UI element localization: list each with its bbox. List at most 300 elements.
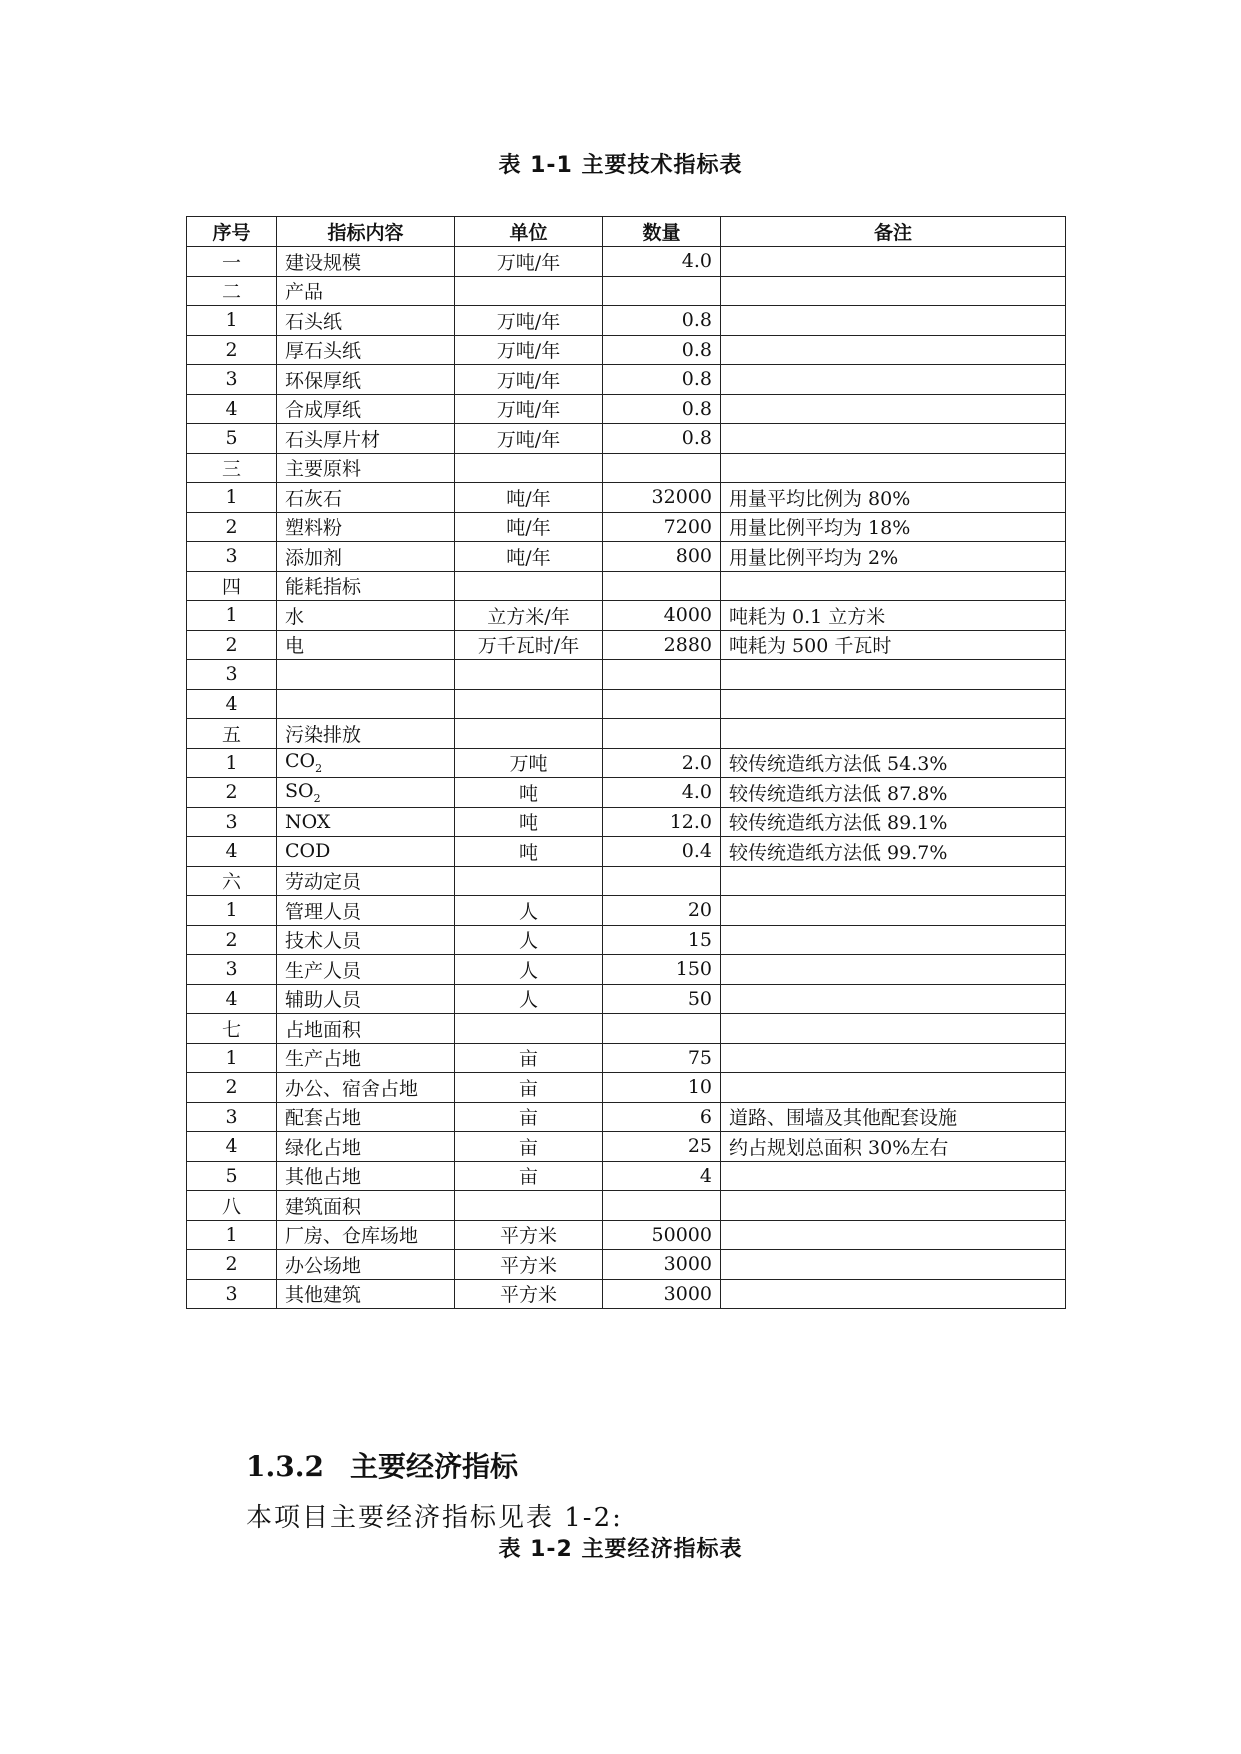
cell-quantity-text: 3000 (663, 1253, 712, 1276)
cell-quantity (603, 778, 721, 808)
cell-seq-text: 3 (225, 958, 238, 981)
cell-indicator-text: SO (285, 779, 314, 802)
cell-remarks (721, 925, 1066, 955)
table-row (187, 660, 1066, 690)
cell-indicator-text: 其他占地 (285, 1166, 362, 1189)
cell-remarks-text: 用量比例平均为 18% (729, 517, 911, 540)
cell-seq-text: 2 (225, 928, 238, 951)
cell-seq-text: 4 (225, 1135, 238, 1158)
cell-seq (187, 984, 277, 1014)
cell-seq (187, 955, 277, 985)
table-1-title: 表 1-1 主要技术指标表 (498, 153, 743, 178)
table-row (187, 601, 1066, 631)
cell-remarks-text: 吨耗为 500 千瓦时 (729, 635, 892, 658)
cell-seq-text: 五 (221, 723, 241, 746)
cell-quantity-text: 15 (687, 928, 712, 951)
cell-seq (187, 925, 277, 955)
cell-quantity-text: 25 (687, 1135, 712, 1158)
cell-unit (455, 630, 603, 660)
cell-unit-text: 亩 (518, 1166, 538, 1189)
table-row (187, 1043, 1066, 1073)
cell-remarks (721, 778, 1066, 808)
cell-unit (455, 453, 603, 483)
cell-seq (187, 837, 277, 867)
cell-seq (187, 1102, 277, 1132)
cell-seq-text: 2 (225, 515, 238, 538)
cell-quantity (603, 689, 721, 719)
cell-indicator-text: 合成厚纸 (285, 399, 362, 422)
cell-unit-text: 亩 (518, 1077, 538, 1100)
cell-seq (187, 424, 277, 454)
cell-unit (455, 837, 603, 867)
cell-seq-text: 3 (225, 1105, 238, 1128)
cell-remarks (721, 807, 1066, 837)
cell-unit (455, 748, 603, 778)
cell-quantity (603, 1250, 721, 1280)
table-row (187, 1014, 1066, 1044)
cell-unit-text: 人 (518, 989, 538, 1012)
cell-quantity (603, 630, 721, 660)
cell-unit-text: 万吨/年 (496, 251, 561, 274)
table-row (187, 778, 1066, 808)
cell-indicator (277, 1250, 455, 1280)
cell-indicator-text: 石灰石 (285, 487, 343, 510)
cell-quantity (603, 1161, 721, 1191)
cell-quantity (603, 276, 721, 306)
cell-seq-text: 2 (225, 781, 238, 804)
cell-remarks-text: 用量平均比例为 80% (729, 487, 911, 510)
table-row (187, 866, 1066, 896)
cell-indicator-text: 占地面积 (285, 1018, 362, 1041)
cell-unit (455, 778, 603, 808)
cell-seq-text: 4 (225, 692, 238, 715)
cell-remarks (721, 1279, 1066, 1309)
cell-remarks-text: 吨耗为 0.1 立方米 (729, 605, 886, 628)
table-row (187, 1279, 1066, 1309)
cell-unit (455, 1250, 603, 1280)
cell-indicator (277, 807, 455, 837)
cell-quantity (603, 424, 721, 454)
cell-indicator (277, 1132, 455, 1162)
cell-quantity-text: 4.0 (681, 250, 712, 273)
cell-unit-text: 人 (518, 900, 538, 923)
cell-indicator (277, 247, 455, 277)
cell-unit (455, 984, 603, 1014)
cell-seq (187, 1161, 277, 1191)
table-row (187, 1102, 1066, 1132)
cell-unit (455, 512, 603, 542)
cell-remarks (721, 748, 1066, 778)
cell-unit (455, 1161, 603, 1191)
cell-indicator (277, 660, 455, 690)
table-row (187, 394, 1066, 424)
cell-quantity (603, 925, 721, 955)
header-unit: 单位 (455, 217, 603, 247)
cell-unit (455, 571, 603, 601)
cell-indicator-text: 辅助人员 (285, 989, 362, 1012)
cell-remarks (721, 1043, 1066, 1073)
cell-quantity (603, 483, 721, 513)
cell-remarks-text: 约占规划总面积 30%左右 (729, 1136, 949, 1159)
cell-indicator (277, 866, 455, 896)
cell-quantity-text: 7200 (663, 515, 712, 538)
cell-quantity (603, 837, 721, 867)
header-indicator: 指标内容 (277, 217, 455, 247)
table-row (187, 1073, 1066, 1103)
cell-quantity (603, 1132, 721, 1162)
cell-remarks (721, 1014, 1066, 1044)
cell-seq (187, 306, 277, 336)
cell-seq (187, 335, 277, 365)
cell-remarks (721, 1161, 1066, 1191)
cell-unit (455, 365, 603, 395)
cell-unit (455, 601, 603, 631)
cell-indicator-text: 技术人员 (285, 930, 362, 953)
cell-seq (187, 453, 277, 483)
cell-unit (455, 1132, 603, 1162)
cell-seq-text: 二 (221, 281, 241, 304)
cell-indicator (277, 365, 455, 395)
cell-quantity-text: 0.4 (681, 840, 712, 863)
cell-seq-text: 六 (221, 871, 241, 894)
cell-quantity-text: 50 (687, 987, 712, 1010)
cell-unit-text: 人 (518, 930, 538, 953)
cell-remarks-text: 道路、围墙及其他配套设施 (729, 1107, 958, 1130)
cell-seq (187, 1220, 277, 1250)
cell-indicator-text: 主要原料 (285, 458, 362, 481)
cell-seq (187, 630, 277, 660)
cell-remarks (721, 424, 1066, 454)
cell-unit (455, 896, 603, 926)
cell-indicator (277, 306, 455, 336)
cell-quantity-text: 0.8 (681, 368, 712, 391)
cell-seq-text: 四 (221, 576, 241, 599)
cell-seq (187, 1014, 277, 1044)
table-row (187, 925, 1066, 955)
cell-remarks (721, 394, 1066, 424)
cell-unit (455, 483, 603, 513)
cell-seq-text: 4 (225, 987, 238, 1010)
table-row (187, 306, 1066, 336)
subscript: 2 (315, 762, 323, 776)
cell-quantity (603, 896, 721, 926)
cell-indicator (277, 719, 455, 749)
cell-unit (455, 247, 603, 277)
header-seq: 序号 (187, 217, 277, 247)
cell-seq-text: 2 (225, 1253, 238, 1276)
cell-indicator-text: 生产人员 (285, 959, 362, 982)
cell-quantity (603, 955, 721, 985)
table-row (187, 1132, 1066, 1162)
cell-remarks-text: 较传统造纸方法低 99.7% (729, 841, 948, 864)
cell-remarks (721, 660, 1066, 690)
cell-unit-text: 吨/年 (506, 546, 551, 569)
cell-unit-text: 亩 (518, 1107, 538, 1130)
cell-indicator-text: 厚石头纸 (285, 340, 362, 363)
cell-unit-text: 立方米/年 (487, 605, 570, 628)
cell-unit (455, 1043, 603, 1073)
cell-quantity (603, 807, 721, 837)
cell-quantity-text: 12.0 (669, 810, 712, 833)
cell-seq (187, 1279, 277, 1309)
cell-seq-text: 1 (225, 751, 238, 774)
cell-remarks (721, 483, 1066, 513)
cell-indicator-text: 办公场地 (285, 1254, 362, 1277)
cell-remarks (721, 1132, 1066, 1162)
cell-remarks (721, 247, 1066, 277)
cell-seq (187, 748, 277, 778)
cell-quantity (603, 660, 721, 690)
cell-indicator (277, 542, 455, 572)
cell-seq-text: 5 (225, 427, 238, 450)
cell-seq-text: 七 (221, 1018, 241, 1041)
cell-unit (455, 1191, 603, 1221)
cell-seq (187, 276, 277, 306)
cell-quantity (603, 1102, 721, 1132)
cell-quantity-text: 0.8 (681, 427, 712, 450)
cell-remarks (721, 365, 1066, 395)
cell-indicator-text: 环保厚纸 (285, 369, 362, 392)
cell-quantity (603, 512, 721, 542)
cell-indicator-text: 塑料粉 (285, 517, 343, 540)
cell-seq (187, 689, 277, 719)
cell-unit-text: 万吨/年 (496, 340, 561, 363)
cell-remarks (721, 453, 1066, 483)
cell-indicator (277, 630, 455, 660)
cell-quantity (603, 247, 721, 277)
cell-seq (187, 1043, 277, 1073)
cell-unit-text: 平方米 (499, 1254, 557, 1277)
cell-quantity (603, 748, 721, 778)
cell-remarks (721, 1191, 1066, 1221)
cell-unit-text: 万吨/年 (496, 310, 561, 333)
section-heading (246, 1445, 518, 1485)
cell-remarks (721, 571, 1066, 601)
cell-quantity-text: 3000 (663, 1282, 712, 1305)
table-row (187, 1191, 1066, 1221)
table-row (187, 837, 1066, 867)
cell-unit (455, 689, 603, 719)
cell-indicator (277, 1279, 455, 1309)
cell-unit (455, 1073, 603, 1103)
cell-seq (187, 1250, 277, 1280)
cell-quantity (603, 1014, 721, 1044)
table-header-row (187, 217, 1066, 247)
cell-seq (187, 866, 277, 896)
cell-indicator-text: 厂房、仓库场地 (285, 1225, 419, 1248)
cell-indicator (277, 896, 455, 926)
cell-indicator (277, 837, 455, 867)
cell-indicator-text: 管理人员 (285, 900, 362, 923)
cell-indicator (277, 1161, 455, 1191)
cell-unit (455, 1220, 603, 1250)
cell-seq-text: 3 (225, 810, 238, 833)
cell-seq (187, 247, 277, 277)
cell-seq-text: 1 (225, 1046, 238, 1069)
table-row (187, 896, 1066, 926)
cell-remarks (721, 866, 1066, 896)
cell-unit (455, 394, 603, 424)
cell-indicator (277, 1043, 455, 1073)
cell-seq (187, 601, 277, 631)
cell-seq-text: 3 (225, 663, 238, 686)
cell-indicator (277, 571, 455, 601)
cell-indicator (277, 689, 455, 719)
cell-quantity (603, 365, 721, 395)
cell-seq-text: 2 (225, 338, 238, 361)
cell-seq-text: 2 (225, 633, 238, 656)
cell-unit (455, 276, 603, 306)
cell-indicator (277, 601, 455, 631)
technical-indicators-table (186, 216, 1066, 1309)
cell-quantity (603, 601, 721, 631)
cell-quantity (603, 1191, 721, 1221)
cell-quantity-text: 4 (699, 1164, 712, 1187)
cell-seq (187, 807, 277, 837)
cell-indicator-text: 生产占地 (285, 1048, 362, 1071)
table-row (187, 630, 1066, 660)
cell-quantity-text: 4000 (663, 604, 712, 627)
cell-quantity (603, 984, 721, 1014)
cell-unit-text: 亩 (518, 1048, 538, 1071)
cell-indicator (277, 1014, 455, 1044)
cell-unit (455, 335, 603, 365)
cell-indicator-text: 其他建筑 (285, 1284, 362, 1307)
cell-seq (187, 896, 277, 926)
cell-indicator-text: 能耗指标 (285, 576, 362, 599)
cell-seq-text: 三 (221, 458, 241, 481)
cell-indicator (277, 1073, 455, 1103)
cell-remarks (721, 837, 1066, 867)
table-row (187, 689, 1066, 719)
table-row (187, 512, 1066, 542)
cell-unit (455, 866, 603, 896)
cell-quantity-text: 0.8 (681, 397, 712, 420)
cell-remarks (721, 984, 1066, 1014)
cell-indicator-text: 建设规模 (285, 251, 362, 274)
cell-quantity-text: 6 (699, 1105, 712, 1128)
cell-unit-text: 万吨/年 (496, 399, 561, 422)
cell-seq (187, 660, 277, 690)
cell-unit-text: 吨 (518, 812, 538, 835)
cell-seq (187, 1073, 277, 1103)
cell-quantity (603, 1073, 721, 1103)
cell-seq (187, 394, 277, 424)
table-row (187, 1220, 1066, 1250)
cell-unit (455, 807, 603, 837)
cell-indicator-text: 绿化占地 (285, 1136, 362, 1159)
cell-seq-text: 1 (225, 604, 238, 627)
cell-quantity-text: 2880 (663, 633, 712, 656)
cell-unit (455, 424, 603, 454)
cell-quantity (603, 1220, 721, 1250)
cell-remarks (721, 1250, 1066, 1280)
cell-unit-text: 万千瓦时/年 (477, 635, 580, 658)
cell-indicator-text: 电 (285, 635, 305, 658)
cell-seq-text: 5 (225, 1164, 238, 1187)
table-2-title: 表 1-2 主要经济指标表 (498, 1537, 743, 1562)
cell-unit-text: 万吨/年 (496, 428, 561, 451)
cell-seq-text: 4 (225, 397, 238, 420)
cell-seq-text: 一 (221, 251, 241, 274)
cell-quantity-text: 0.8 (681, 338, 712, 361)
cell-remarks (721, 1073, 1066, 1103)
section-title: 主要经济指标 (349, 1450, 518, 1483)
cell-unit (455, 306, 603, 336)
cell-quantity (603, 306, 721, 336)
cell-quantity-text: 2.0 (681, 751, 712, 774)
table-row (187, 1161, 1066, 1191)
cell-indicator-text: COD (285, 840, 331, 863)
cell-quantity-text: 4.0 (681, 781, 712, 804)
cell-seq-text: 2 (225, 1076, 238, 1099)
cell-unit-text: 吨/年 (506, 517, 551, 540)
table-row (187, 335, 1066, 365)
cell-quantity (603, 719, 721, 749)
table-body (187, 247, 1066, 1309)
cell-quantity-text: 32000 (651, 486, 712, 509)
cell-indicator-text: 石头厚片材 (285, 428, 381, 451)
cell-quantity-text: 0.8 (681, 309, 712, 332)
cell-quantity-text: 50000 (651, 1223, 712, 1246)
cell-unit (455, 955, 603, 985)
subscript: 2 (313, 791, 321, 805)
cell-indicator-text: 水 (285, 605, 305, 628)
table-row (187, 483, 1066, 513)
cell-seq (187, 778, 277, 808)
cell-unit (455, 925, 603, 955)
cell-unit-text: 人 (518, 959, 538, 982)
cell-unit (455, 1014, 603, 1044)
cell-unit (455, 719, 603, 749)
cell-seq (187, 1132, 277, 1162)
table-row (187, 719, 1066, 749)
cell-remarks (721, 1220, 1066, 1250)
cell-indicator (277, 1191, 455, 1221)
cell-seq-text: 1 (225, 309, 238, 332)
cell-unit-text: 吨 (518, 782, 538, 805)
cell-seq (187, 1191, 277, 1221)
cell-seq-text: 3 (225, 545, 238, 568)
table-row (187, 984, 1066, 1014)
cell-indicator-text: 劳动定员 (285, 871, 362, 894)
cell-indicator-text: 办公、宿舍占地 (285, 1077, 419, 1100)
cell-indicator (277, 925, 455, 955)
cell-quantity (603, 1043, 721, 1073)
cell-indicator (277, 512, 455, 542)
table-row (187, 1250, 1066, 1280)
header-remarks: 备注 (721, 217, 1066, 247)
cell-unit-text: 万吨/年 (496, 369, 561, 392)
cell-indicator-text: 产品 (285, 281, 324, 304)
table-row (187, 542, 1066, 572)
table-row (187, 807, 1066, 837)
cell-seq-text: 八 (221, 1195, 241, 1218)
cell-indicator (277, 424, 455, 454)
table-row (187, 571, 1066, 601)
cell-seq (187, 512, 277, 542)
cell-quantity-text: 75 (687, 1046, 712, 1069)
cell-quantity (603, 571, 721, 601)
cell-indicator (277, 483, 455, 513)
cell-indicator (277, 955, 455, 985)
cell-quantity (603, 542, 721, 572)
table-row (187, 276, 1066, 306)
cell-remarks-text: 用量比例平均为 2% (729, 546, 899, 569)
cell-remarks (721, 542, 1066, 572)
cell-remarks (721, 719, 1066, 749)
section-number: 1.3.2 (246, 1450, 324, 1483)
